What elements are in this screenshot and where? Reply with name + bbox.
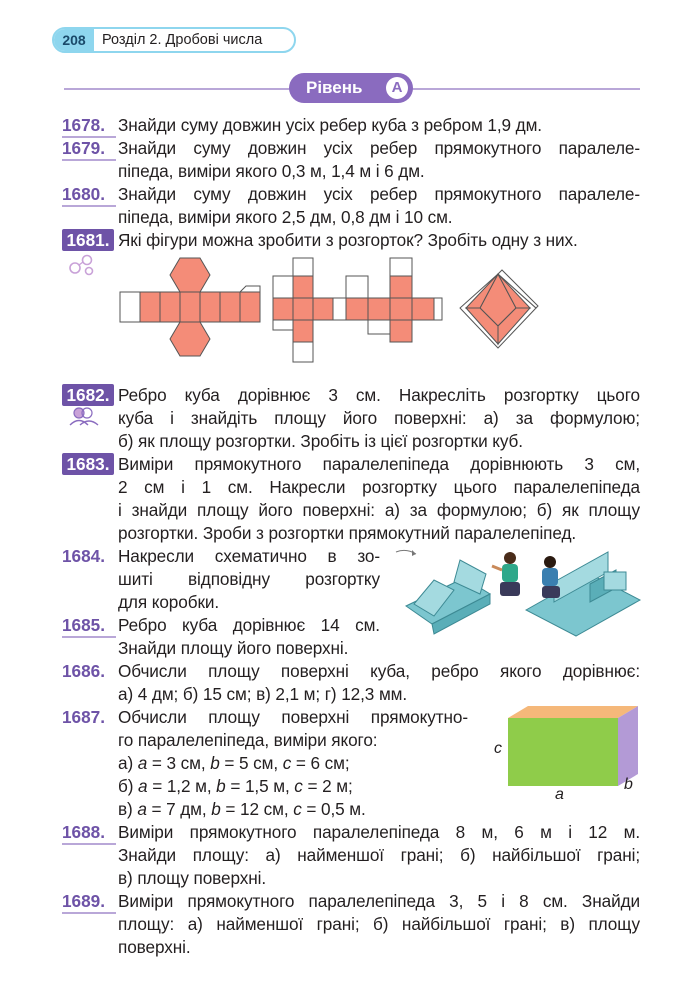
- box-label-c: c: [494, 740, 502, 757]
- exercise-item: а) a = 3 см, b = 5 см, c = 6 см;: [118, 753, 350, 773]
- box-label-a: a: [555, 786, 564, 803]
- exercise-number: 1685.: [62, 614, 116, 638]
- exercise-text: для коробки.: [118, 592, 220, 612]
- exercise-text: і знайди площу його поверхні: а) за формулою; б) як площу: [118, 500, 640, 520]
- exercise-text: Знайди суму довжин усіх ребер прямокутного паралеле-: [118, 184, 640, 204]
- box-figure: [488, 704, 644, 804]
- exercise-text: Знайди площу: а) найменшої грані; б) найбільшої грані;: [118, 845, 640, 865]
- exercise-text: куба і знайдіть площу його поверхні: а) за формулою;: [118, 408, 640, 428]
- exercise-number: 1681.: [62, 229, 114, 251]
- exercise-text: поверхні.: [118, 937, 191, 957]
- group-work-icon: [68, 253, 96, 277]
- exercise-item: в) a = 7 дм, b = 12 см, c = 0,5 м.: [118, 799, 366, 819]
- level-label: [289, 73, 413, 103]
- exercise-text: Обчисли площу поверхні куба, ребро якого дорівнює:: [118, 661, 640, 681]
- page-number: 208: [54, 29, 94, 51]
- exercise-number: 1688.: [62, 821, 116, 845]
- exercise-text: Знайди суму довжин усіх ребер прямокутного паралеле-: [118, 138, 640, 158]
- exercise-number: 1687.: [62, 707, 106, 727]
- exercise-text: шиті відповідну розгортку: [118, 569, 380, 589]
- exercise-text: піпеда, виміри якого 2,5 дм, 0,8 дм і 10 см.: [118, 207, 453, 227]
- exercise-text: Ребро куба дорівнює 14 см.: [118, 615, 380, 635]
- nets-figure: [118, 256, 558, 368]
- box-building-illustration: [394, 544, 646, 640]
- exercise-text: Обчисли площу поверхні прямокутно-: [118, 707, 468, 727]
- exercise-number: 1678.: [62, 114, 116, 138]
- exercise-text: в) площу поверхні.: [118, 868, 267, 888]
- exercise-text: Знайди площу його поверхні.: [118, 638, 349, 658]
- exercise-text: піпеда, виміри якого 0,3 м, 1,4 м і 6 дм.: [118, 161, 425, 181]
- page-header: [52, 27, 296, 53]
- exercise-number: 1684.: [62, 546, 106, 566]
- exercise-text: Виміри прямокутного паралелепіпеда дорівнюють 3 см,: [118, 454, 640, 474]
- exercise-item: б) a = 1,2 м, b = 1,5 м, c = 2 м;: [118, 776, 353, 796]
- exercise-text: Виміри прямокутного паралелепіпеда 3, 5 і 8 см. Знайди: [118, 891, 640, 911]
- exercise-number: 1683.: [62, 453, 114, 475]
- exercise-text: Знайди суму довжин усіх ребер куба з ребром 1,9 дм.: [118, 115, 542, 135]
- exercise-number: 1679.: [62, 137, 116, 161]
- level-badge: А: [386, 77, 408, 99]
- chapter-title: Розділ 2. Дробові числа: [102, 32, 263, 48]
- exercise-text: б) як площу розгортки. Зробіть із цієї розгортки куб.: [118, 431, 523, 451]
- exercise-text: розгортки. Зроби з розгортки прямокутний паралелепіпед.: [118, 523, 577, 543]
- pair-work-icon: [68, 406, 100, 426]
- exercise-text: Які фігури можна зробити з розгорток? Зробіть одну з них.: [118, 230, 578, 250]
- exercise-text: площу: а) найменшої грані; б) найбільшої грані; в) площу: [118, 914, 640, 934]
- exercise-number: 1689.: [62, 890, 116, 914]
- exercise-text: Накресли схематично в зо-: [118, 546, 380, 566]
- exercise-text: Ребро куба дорівнює 3 см. Накресліть розгортку цього: [118, 385, 640, 405]
- exercise-number: 1682.: [62, 384, 114, 406]
- box-label-b: b: [624, 776, 633, 793]
- level-text: Рівень: [306, 78, 363, 97]
- exercise-number: 1680.: [62, 183, 116, 207]
- exercise-text: го паралелепіпеда, виміри якого:: [118, 730, 378, 750]
- exercise-text: а) 4 дм; б) 15 см; в) 2,1 м; г) 12,3 мм.: [118, 684, 408, 704]
- exercise-text: Виміри прямокутного паралелепіпеда 8 м, 6 м і 12 м.: [118, 822, 640, 842]
- exercise-text: 2 см і 1 см. Накресли розгортку цього паралелепіпеда: [118, 477, 640, 497]
- exercise-number: 1686.: [62, 661, 106, 681]
